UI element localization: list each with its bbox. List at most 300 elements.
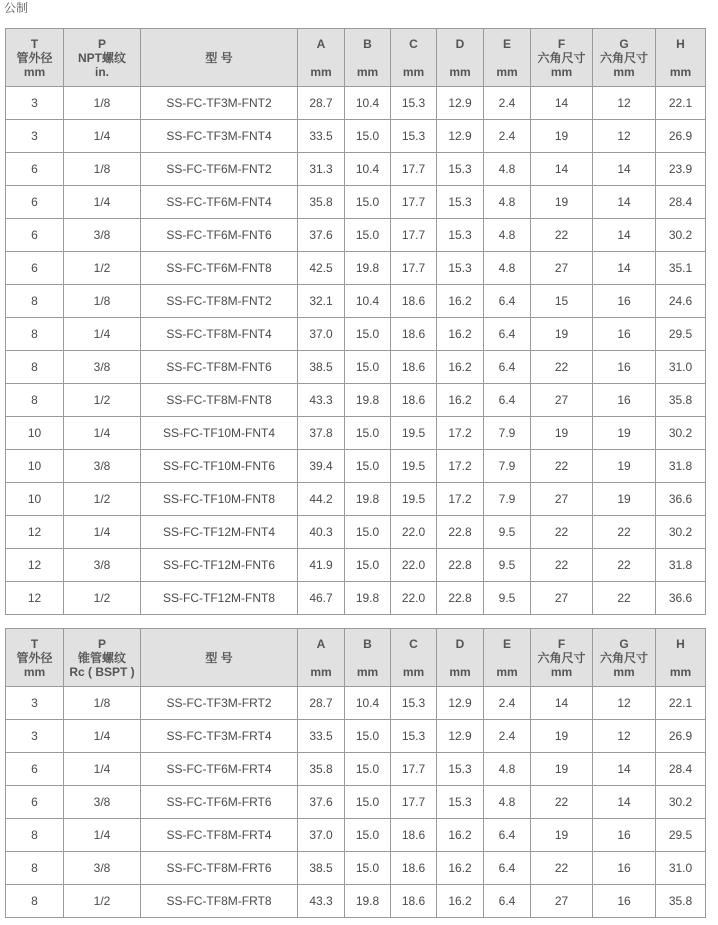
cell-hex-f: 19 bbox=[531, 318, 593, 351]
cell-thread-size: 1/2 bbox=[64, 582, 141, 615]
cell-model: SS-FC-TF12M-FNT4 bbox=[141, 516, 298, 549]
cell-thread-size: 3/8 bbox=[64, 852, 141, 885]
cell-hex-f: 27 bbox=[531, 252, 593, 285]
cell-dim-h: 22.1 bbox=[656, 687, 706, 720]
cell-dim-h: 26.9 bbox=[656, 120, 706, 153]
cell-hex-f: 22 bbox=[531, 351, 593, 384]
cell-dim-b: 19.8 bbox=[345, 483, 391, 516]
header-t: T 管外径 mm bbox=[6, 629, 64, 687]
cell-dim-d: 12.9 bbox=[437, 120, 484, 153]
cell-dim-e: 4.8 bbox=[484, 252, 531, 285]
cell-model: SS-FC-TF6M-FNT8 bbox=[141, 252, 298, 285]
cell-dim-h: 35.8 bbox=[656, 384, 706, 417]
table-row bbox=[6, 450, 706, 483]
cell-dim-h: 30.2 bbox=[656, 219, 706, 252]
cell-dim-b: 15.0 bbox=[345, 720, 391, 753]
cell-dim-h: 28.4 bbox=[656, 753, 706, 786]
cell-hex-f: 19 bbox=[531, 753, 593, 786]
cell-dim-e: 9.5 bbox=[484, 516, 531, 549]
cell-hex-g: 16 bbox=[593, 384, 656, 417]
cell-thread-size: 1/4 bbox=[64, 318, 141, 351]
cell-dim-b: 15.0 bbox=[345, 786, 391, 819]
cell-tube-od: 8 bbox=[6, 384, 64, 417]
cell-dim-d: 15.3 bbox=[437, 753, 484, 786]
table-row bbox=[6, 153, 706, 186]
table-row bbox=[6, 819, 706, 852]
cell-dim-a: 43.3 bbox=[298, 384, 345, 417]
cell-dim-d: 16.2 bbox=[437, 318, 484, 351]
cell-dim-a: 40.3 bbox=[298, 516, 345, 549]
cell-dim-c: 17.7 bbox=[391, 186, 437, 219]
cell-dim-c: 15.3 bbox=[391, 87, 437, 120]
cell-dim-a: 28.7 bbox=[298, 87, 345, 120]
header-p: P NPT螺纹 in. bbox=[64, 29, 141, 87]
cell-hex-f: 19 bbox=[531, 120, 593, 153]
table-row bbox=[6, 318, 706, 351]
header-t: T 管外径 mm bbox=[6, 29, 64, 87]
cell-thread-size: 1/8 bbox=[64, 687, 141, 720]
cell-hex-f: 27 bbox=[531, 384, 593, 417]
cell-model: SS-FC-TF8M-FRT6 bbox=[141, 852, 298, 885]
cell-dim-b: 10.4 bbox=[345, 687, 391, 720]
cell-dim-a: 37.0 bbox=[298, 819, 345, 852]
cell-hex-f: 14 bbox=[531, 687, 593, 720]
cell-dim-e: 4.8 bbox=[484, 186, 531, 219]
cell-dim-a: 28.7 bbox=[298, 687, 345, 720]
table-row bbox=[6, 87, 706, 120]
table-row bbox=[6, 351, 706, 384]
cell-dim-h: 22.1 bbox=[656, 87, 706, 120]
cell-dim-a: 35.8 bbox=[298, 186, 345, 219]
cell-dim-b: 15.0 bbox=[345, 351, 391, 384]
cell-dim-d: 12.9 bbox=[437, 87, 484, 120]
cell-dim-h: 36.6 bbox=[656, 582, 706, 615]
cell-model: SS-FC-TF6M-FNT6 bbox=[141, 219, 298, 252]
cell-dim-d: 22.8 bbox=[437, 582, 484, 615]
cell-hex-g: 14 bbox=[593, 753, 656, 786]
cell-dim-e: 6.4 bbox=[484, 285, 531, 318]
cell-dim-b: 15.0 bbox=[345, 120, 391, 153]
cell-thread-size: 1/4 bbox=[64, 819, 141, 852]
cell-hex-f: 19 bbox=[531, 186, 593, 219]
table-row bbox=[6, 120, 706, 153]
cell-hex-f: 27 bbox=[531, 885, 593, 918]
cell-dim-a: 37.0 bbox=[298, 318, 345, 351]
cell-hex-g: 14 bbox=[593, 219, 656, 252]
cell-model: SS-FC-TF6M-FRT4 bbox=[141, 753, 298, 786]
table-row bbox=[6, 852, 706, 885]
cell-thread-size: 1/2 bbox=[64, 252, 141, 285]
cell-dim-d: 16.2 bbox=[437, 351, 484, 384]
cell-dim-c: 22.0 bbox=[391, 516, 437, 549]
cell-dim-d: 22.8 bbox=[437, 549, 484, 582]
cell-hex-g: 19 bbox=[593, 417, 656, 450]
cell-dim-h: 28.4 bbox=[656, 186, 706, 219]
cell-dim-e: 4.8 bbox=[484, 753, 531, 786]
cell-tube-od: 6 bbox=[6, 219, 64, 252]
cell-dim-a: 37.6 bbox=[298, 786, 345, 819]
cell-thread-size: 1/4 bbox=[64, 417, 141, 450]
cell-dim-a: 44.2 bbox=[298, 483, 345, 516]
cell-dim-c: 17.7 bbox=[391, 753, 437, 786]
page-caption: 公制 bbox=[4, 1, 29, 15]
cell-hex-g: 19 bbox=[593, 483, 656, 516]
table-row bbox=[6, 582, 706, 615]
cell-dim-c: 22.0 bbox=[391, 549, 437, 582]
cell-dim-h: 31.0 bbox=[656, 351, 706, 384]
cell-tube-od: 3 bbox=[6, 120, 64, 153]
cell-dim-d: 16.2 bbox=[437, 852, 484, 885]
cell-dim-a: 35.8 bbox=[298, 753, 345, 786]
cell-model: SS-FC-TF10M-FNT8 bbox=[141, 483, 298, 516]
header-model: 型 号 bbox=[141, 29, 298, 87]
cell-dim-c: 19.5 bbox=[391, 450, 437, 483]
cell-dim-c: 18.6 bbox=[391, 384, 437, 417]
cell-dim-d: 15.3 bbox=[437, 219, 484, 252]
cell-dim-a: 31.3 bbox=[298, 153, 345, 186]
cell-thread-size: 1/8 bbox=[64, 285, 141, 318]
cell-tube-od: 8 bbox=[6, 852, 64, 885]
cell-dim-b: 15.0 bbox=[345, 318, 391, 351]
header-b: B mm bbox=[345, 629, 391, 687]
cell-thread-size: 1/2 bbox=[64, 483, 141, 516]
cell-hex-f: 22 bbox=[531, 786, 593, 819]
cell-dim-c: 18.6 bbox=[391, 819, 437, 852]
cell-dim-d: 17.2 bbox=[437, 483, 484, 516]
cell-dim-h: 30.2 bbox=[656, 786, 706, 819]
cell-dim-d: 12.9 bbox=[437, 687, 484, 720]
header-row bbox=[6, 29, 706, 87]
cell-tube-od: 6 bbox=[6, 786, 64, 819]
table-row bbox=[6, 252, 706, 285]
cell-hex-g: 12 bbox=[593, 87, 656, 120]
cell-dim-a: 42.5 bbox=[298, 252, 345, 285]
header-h: H mm bbox=[656, 29, 706, 87]
cell-tube-od: 8 bbox=[6, 819, 64, 852]
table-row bbox=[6, 417, 706, 450]
cell-dim-b: 19.8 bbox=[345, 252, 391, 285]
cell-thread-size: 1/4 bbox=[64, 753, 141, 786]
cell-dim-a: 41.9 bbox=[298, 549, 345, 582]
cell-model: SS-FC-TF3M-FRT4 bbox=[141, 720, 298, 753]
cell-model: SS-FC-TF6M-FRT6 bbox=[141, 786, 298, 819]
header-g: G 六角尺寸 mm bbox=[593, 29, 656, 87]
cell-hex-g: 16 bbox=[593, 852, 656, 885]
cell-dim-e: 6.4 bbox=[484, 819, 531, 852]
header-c: C mm bbox=[391, 29, 437, 87]
cell-dim-a: 39.4 bbox=[298, 450, 345, 483]
cell-dim-e: 2.4 bbox=[484, 87, 531, 120]
cell-dim-d: 16.2 bbox=[437, 285, 484, 318]
cell-tube-od: 8 bbox=[6, 351, 64, 384]
cell-hex-g: 22 bbox=[593, 549, 656, 582]
cell-hex-f: 19 bbox=[531, 819, 593, 852]
header-p: P 锥管螺纹 Rc ( BSPT ) bbox=[64, 629, 141, 687]
cell-dim-h: 26.9 bbox=[656, 720, 706, 753]
cell-dim-h: 24.6 bbox=[656, 285, 706, 318]
cell-tube-od: 3 bbox=[6, 687, 64, 720]
cell-dim-d: 16.2 bbox=[437, 885, 484, 918]
cell-dim-b: 19.8 bbox=[345, 384, 391, 417]
cell-dim-b: 15.0 bbox=[345, 450, 391, 483]
cell-hex-f: 22 bbox=[531, 450, 593, 483]
cell-thread-size: 1/8 bbox=[64, 153, 141, 186]
cell-hex-g: 12 bbox=[593, 687, 656, 720]
cell-hex-g: 16 bbox=[593, 819, 656, 852]
cell-tube-od: 12 bbox=[6, 516, 64, 549]
cell-hex-f: 22 bbox=[531, 549, 593, 582]
cell-hex-f: 19 bbox=[531, 720, 593, 753]
cell-hex-g: 22 bbox=[593, 516, 656, 549]
cell-dim-a: 46.7 bbox=[298, 582, 345, 615]
cell-dim-e: 6.4 bbox=[484, 852, 531, 885]
cell-hex-g: 16 bbox=[593, 885, 656, 918]
cell-dim-e: 7.9 bbox=[484, 483, 531, 516]
cell-tube-od: 10 bbox=[6, 417, 64, 450]
cell-dim-c: 18.6 bbox=[391, 285, 437, 318]
cell-dim-d: 16.2 bbox=[437, 384, 484, 417]
cell-dim-d: 22.8 bbox=[437, 516, 484, 549]
cell-model: SS-FC-TF10M-FNT6 bbox=[141, 450, 298, 483]
cell-dim-e: 6.4 bbox=[484, 318, 531, 351]
cell-model: SS-FC-TF8M-FRT4 bbox=[141, 819, 298, 852]
header-model: 型 号 bbox=[141, 629, 298, 687]
table-row bbox=[6, 687, 706, 720]
cell-dim-d: 16.2 bbox=[437, 819, 484, 852]
cell-dim-h: 36.6 bbox=[656, 483, 706, 516]
cell-model: SS-FC-TF8M-FNT4 bbox=[141, 318, 298, 351]
cell-dim-c: 18.6 bbox=[391, 852, 437, 885]
cell-dim-a: 38.5 bbox=[298, 351, 345, 384]
header-a: A mm bbox=[298, 29, 345, 87]
cell-hex-f: 22 bbox=[531, 219, 593, 252]
cell-dim-a: 38.5 bbox=[298, 852, 345, 885]
cell-dim-h: 23.9 bbox=[656, 153, 706, 186]
cell-dim-d: 12.9 bbox=[437, 720, 484, 753]
cell-dim-c: 15.3 bbox=[391, 687, 437, 720]
cell-model: SS-FC-TF3M-FNT4 bbox=[141, 120, 298, 153]
cell-thread-size: 1/2 bbox=[64, 885, 141, 918]
cell-hex-f: 14 bbox=[531, 87, 593, 120]
cell-thread-size: 1/8 bbox=[64, 87, 141, 120]
cell-dim-b: 19.8 bbox=[345, 582, 391, 615]
cell-dim-d: 15.3 bbox=[437, 153, 484, 186]
cell-hex-f: 15 bbox=[531, 285, 593, 318]
cell-dim-a: 33.5 bbox=[298, 720, 345, 753]
header-e: E mm bbox=[484, 29, 531, 87]
cell-dim-b: 15.0 bbox=[345, 753, 391, 786]
cell-tube-od: 8 bbox=[6, 285, 64, 318]
cell-model: SS-FC-TF6M-FNT4 bbox=[141, 186, 298, 219]
cell-model: SS-FC-TF12M-FNT6 bbox=[141, 549, 298, 582]
cell-dim-c: 18.6 bbox=[391, 318, 437, 351]
cell-dim-h: 30.2 bbox=[656, 417, 706, 450]
cell-dim-d: 15.3 bbox=[437, 252, 484, 285]
cell-thread-size: 1/4 bbox=[64, 120, 141, 153]
cell-dim-a: 32.1 bbox=[298, 285, 345, 318]
cell-dim-d: 17.2 bbox=[437, 417, 484, 450]
cell-thread-size: 1/4 bbox=[64, 516, 141, 549]
cell-tube-od: 6 bbox=[6, 153, 64, 186]
cell-thread-size: 3/8 bbox=[64, 450, 141, 483]
cell-dim-h: 30.2 bbox=[656, 516, 706, 549]
table-row bbox=[6, 786, 706, 819]
cell-dim-b: 15.0 bbox=[345, 219, 391, 252]
cell-tube-od: 3 bbox=[6, 87, 64, 120]
header-b: B mm bbox=[345, 29, 391, 87]
cell-thread-size: 1/4 bbox=[64, 720, 141, 753]
header-e: E mm bbox=[484, 629, 531, 687]
cell-thread-size: 3/8 bbox=[64, 549, 141, 582]
cell-dim-e: 9.5 bbox=[484, 582, 531, 615]
bspt-spec-table bbox=[5, 628, 706, 918]
cell-model: SS-FC-TF12M-FNT8 bbox=[141, 582, 298, 615]
table-row bbox=[6, 186, 706, 219]
cell-hex-g: 19 bbox=[593, 450, 656, 483]
cell-hex-g: 12 bbox=[593, 720, 656, 753]
table-row bbox=[6, 483, 706, 516]
cell-model: SS-FC-TF8M-FNT2 bbox=[141, 285, 298, 318]
cell-dim-c: 17.7 bbox=[391, 252, 437, 285]
cell-hex-f: 19 bbox=[531, 417, 593, 450]
cell-hex-g: 14 bbox=[593, 786, 656, 819]
cell-dim-a: 37.8 bbox=[298, 417, 345, 450]
cell-dim-b: 19.8 bbox=[345, 885, 391, 918]
cell-thread-size: 1/4 bbox=[64, 186, 141, 219]
cell-model: SS-FC-TF3M-FRT2 bbox=[141, 687, 298, 720]
cell-dim-c: 18.6 bbox=[391, 885, 437, 918]
cell-hex-f: 22 bbox=[531, 852, 593, 885]
cell-dim-e: 9.5 bbox=[484, 549, 531, 582]
cell-dim-e: 2.4 bbox=[484, 720, 531, 753]
cell-dim-b: 15.0 bbox=[345, 516, 391, 549]
header-g: G 六角尺寸 mm bbox=[593, 629, 656, 687]
header-f: F 六角尺寸 mm bbox=[531, 629, 593, 687]
cell-dim-d: 17.2 bbox=[437, 450, 484, 483]
cell-model: SS-FC-TF3M-FNT2 bbox=[141, 87, 298, 120]
cell-dim-b: 10.4 bbox=[345, 285, 391, 318]
cell-hex-g: 14 bbox=[593, 153, 656, 186]
cell-tube-od: 10 bbox=[6, 483, 64, 516]
cell-thread-size: 1/2 bbox=[64, 384, 141, 417]
cell-model: SS-FC-TF8M-FRT8 bbox=[141, 885, 298, 918]
cell-dim-e: 7.9 bbox=[484, 450, 531, 483]
cell-tube-od: 8 bbox=[6, 318, 64, 351]
cell-model: SS-FC-TF8M-FNT6 bbox=[141, 351, 298, 384]
header-h: H mm bbox=[656, 629, 706, 687]
cell-dim-c: 15.3 bbox=[391, 720, 437, 753]
cell-model: SS-FC-TF8M-FNT8 bbox=[141, 384, 298, 417]
cell-tube-od: 6 bbox=[6, 186, 64, 219]
cell-dim-e: 7.9 bbox=[484, 417, 531, 450]
cell-dim-e: 6.4 bbox=[484, 351, 531, 384]
cell-dim-a: 43.3 bbox=[298, 885, 345, 918]
cell-dim-h: 35.8 bbox=[656, 885, 706, 918]
cell-tube-od: 12 bbox=[6, 582, 64, 615]
header-d: D mm bbox=[437, 29, 484, 87]
table-row bbox=[6, 285, 706, 318]
cell-hex-g: 16 bbox=[593, 285, 656, 318]
cell-dim-e: 6.4 bbox=[484, 885, 531, 918]
cell-dim-c: 17.7 bbox=[391, 153, 437, 186]
table-row bbox=[6, 753, 706, 786]
cell-tube-od: 10 bbox=[6, 450, 64, 483]
cell-tube-od: 12 bbox=[6, 549, 64, 582]
cell-dim-c: 17.7 bbox=[391, 219, 437, 252]
cell-thread-size: 3/8 bbox=[64, 351, 141, 384]
cell-dim-c: 19.5 bbox=[391, 483, 437, 516]
cell-tube-od: 3 bbox=[6, 720, 64, 753]
table-row bbox=[6, 549, 706, 582]
cell-dim-e: 4.8 bbox=[484, 153, 531, 186]
header-f: F 六角尺寸 mm bbox=[531, 29, 593, 87]
cell-dim-a: 37.6 bbox=[298, 219, 345, 252]
table-row bbox=[6, 219, 706, 252]
cell-dim-e: 4.8 bbox=[484, 786, 531, 819]
table-row bbox=[6, 384, 706, 417]
cell-model: SS-FC-TF6M-FNT2 bbox=[141, 153, 298, 186]
cell-hex-g: 14 bbox=[593, 252, 656, 285]
table-row bbox=[6, 516, 706, 549]
cell-hex-f: 27 bbox=[531, 483, 593, 516]
cell-hex-g: 22 bbox=[593, 582, 656, 615]
npt-spec-table bbox=[5, 28, 706, 615]
cell-tube-od: 6 bbox=[6, 753, 64, 786]
cell-hex-g: 16 bbox=[593, 351, 656, 384]
cell-dim-c: 18.6 bbox=[391, 351, 437, 384]
cell-hex-g: 12 bbox=[593, 120, 656, 153]
header-row bbox=[6, 629, 706, 687]
cell-hex-g: 14 bbox=[593, 186, 656, 219]
cell-dim-d: 15.3 bbox=[437, 786, 484, 819]
table-row bbox=[6, 720, 706, 753]
cell-hex-f: 22 bbox=[531, 516, 593, 549]
table-row bbox=[6, 885, 706, 918]
cell-dim-c: 15.3 bbox=[391, 120, 437, 153]
cell-dim-b: 15.0 bbox=[345, 417, 391, 450]
cell-dim-a: 33.5 bbox=[298, 120, 345, 153]
cell-hex-f: 27 bbox=[531, 582, 593, 615]
cell-dim-b: 15.0 bbox=[345, 852, 391, 885]
cell-dim-e: 6.4 bbox=[484, 384, 531, 417]
cell-dim-b: 15.0 bbox=[345, 549, 391, 582]
cell-thread-size: 3/8 bbox=[64, 219, 141, 252]
header-a: A mm bbox=[298, 629, 345, 687]
cell-tube-od: 8 bbox=[6, 885, 64, 918]
cell-hex-g: 16 bbox=[593, 318, 656, 351]
header-c: C mm bbox=[391, 629, 437, 687]
cell-tube-od: 6 bbox=[6, 252, 64, 285]
cell-dim-e: 2.4 bbox=[484, 120, 531, 153]
cell-model: SS-FC-TF10M-FNT4 bbox=[141, 417, 298, 450]
cell-dim-e: 2.4 bbox=[484, 687, 531, 720]
cell-dim-h: 29.5 bbox=[656, 819, 706, 852]
cell-dim-b: 15.0 bbox=[345, 186, 391, 219]
cell-hex-f: 14 bbox=[531, 153, 593, 186]
header-d: D mm bbox=[437, 629, 484, 687]
cell-dim-b: 10.4 bbox=[345, 153, 391, 186]
cell-dim-h: 31.8 bbox=[656, 450, 706, 483]
cell-dim-b: 10.4 bbox=[345, 87, 391, 120]
cell-dim-d: 15.3 bbox=[437, 186, 484, 219]
cell-dim-b: 15.0 bbox=[345, 819, 391, 852]
cell-dim-c: 22.0 bbox=[391, 582, 437, 615]
cell-dim-e: 4.8 bbox=[484, 219, 531, 252]
cell-thread-size: 3/8 bbox=[64, 786, 141, 819]
cell-dim-h: 35.1 bbox=[656, 252, 706, 285]
cell-dim-h: 29.5 bbox=[656, 318, 706, 351]
cell-dim-c: 19.5 bbox=[391, 417, 437, 450]
